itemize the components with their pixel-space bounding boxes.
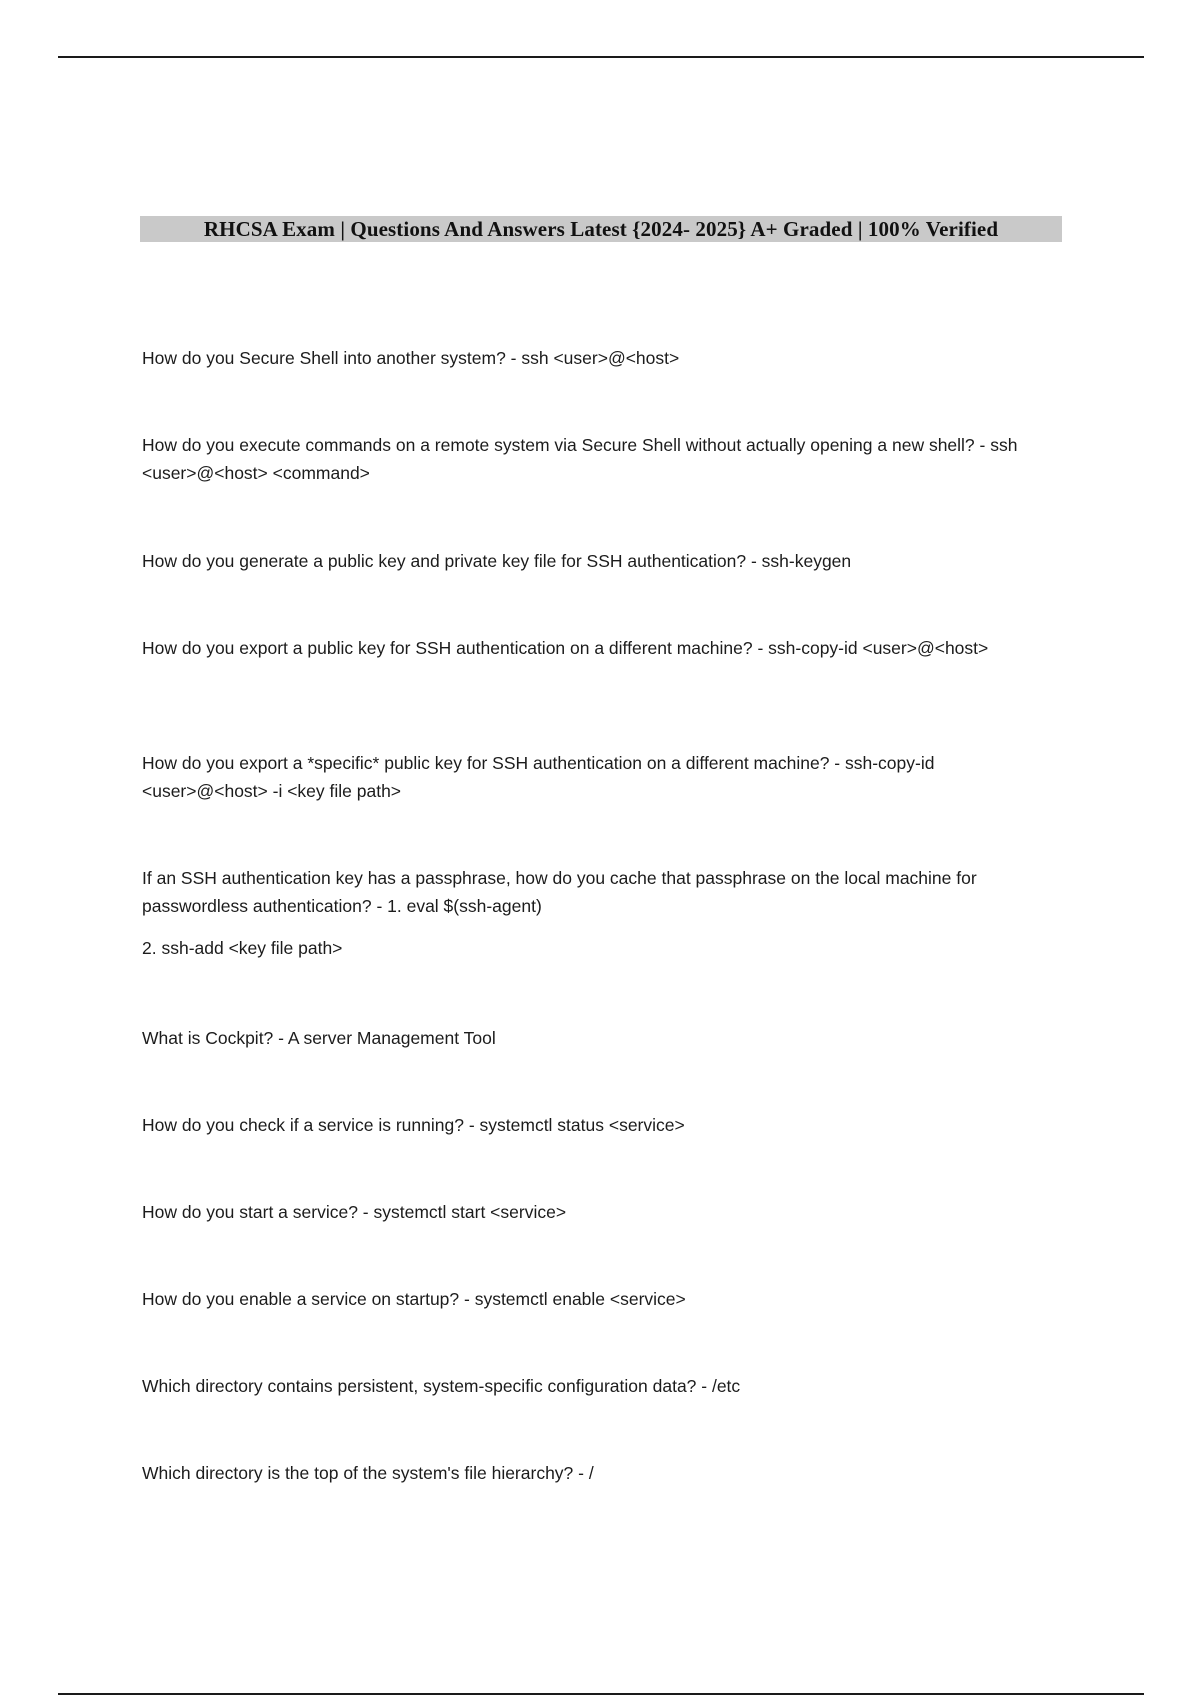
qa-entry bbox=[142, 749, 1062, 805]
qa-entry bbox=[142, 1285, 1062, 1313]
qa-text: How do you export a public key for SSH authentication on a different machine? - ssh-copy-id <user>@<host> bbox=[142, 638, 989, 658]
footer-rule bbox=[58, 1693, 1144, 1695]
header-rule bbox=[58, 56, 1144, 58]
qa-text: What is Cockpit? - A server Management Tool bbox=[142, 1028, 496, 1048]
qa-text: How do you start a service? - systemctl start <service> bbox=[142, 1202, 567, 1222]
qa-text: How do you check if a service is running? - systemctl status <service> bbox=[142, 1115, 685, 1135]
qa-text: How do you Secure Shell into another system? - ssh <user>@<host> bbox=[142, 348, 680, 368]
title-banner bbox=[140, 216, 1062, 242]
document-title: RHCSA Exam | Questions And Answers Latest {2024- 2025} A+ Graded | 100% Verified bbox=[203, 216, 999, 241]
qa-text: How do you enable a service on startup? - systemctl enable <service> bbox=[142, 1289, 686, 1309]
qa-text: How do you generate a public key and private key file for SSH authentication? - ssh-keygen bbox=[142, 551, 852, 571]
qa-entry bbox=[142, 431, 1062, 487]
qa-entry bbox=[142, 1198, 1062, 1226]
qa-entry bbox=[142, 864, 1062, 962]
qa-entry bbox=[142, 634, 1062, 662]
qa-text: Which directory contains persistent, system-specific configuration data? - /etc bbox=[142, 1376, 741, 1396]
qa-entry bbox=[142, 1372, 1062, 1400]
qa-text: How do you export a *specific* public key for SSH authentication on a different machine? - ssh-copy-id <user>@<host> -i <key file path> bbox=[142, 753, 935, 801]
qa-entry bbox=[142, 1111, 1062, 1139]
qa-entry bbox=[142, 1459, 1062, 1487]
qa-text: Which directory is the top of the system's file hierarchy? - / bbox=[142, 1463, 594, 1483]
qa-text: How do you execute commands on a remote system via Secure Shell without actually opening a new shell? - ssh <user>@<host> <command> bbox=[142, 435, 1018, 483]
qa-entry bbox=[142, 1024, 1062, 1052]
qa-entry bbox=[142, 547, 1062, 575]
qa-text: If an SSH authentication key has a passphrase, how do you cache that passphrase on the local machine for passwordless authentication? - 1. eval $(ssh-agent) bbox=[142, 868, 977, 916]
qa-text-continued: 2. ssh-add <key file path> bbox=[142, 938, 343, 958]
qa-entry bbox=[142, 344, 1062, 372]
